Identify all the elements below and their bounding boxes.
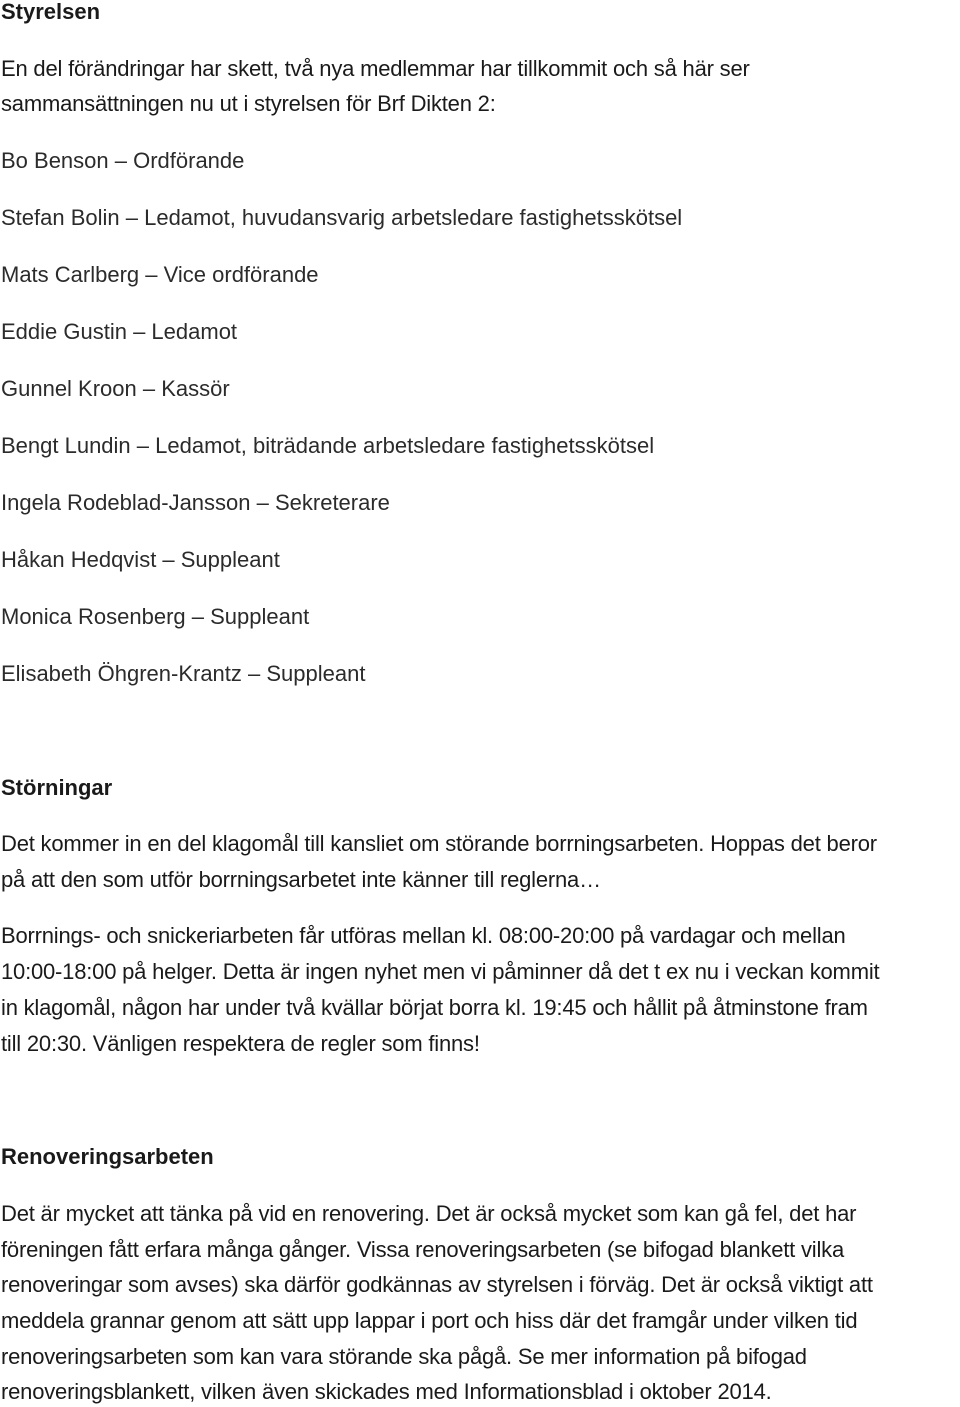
member-line: Monica Rosenberg – Suppleant [1, 604, 310, 629]
member-line: Bo Benson – Ordförande [1, 148, 245, 173]
member-line: Håkan Hedqvist – Suppleant [1, 547, 280, 572]
member-line: Bengt Lundin – Ledamot, biträdande arbetsledare fastighetsskötsel [1, 433, 655, 458]
section-heading-storningar: Störningar [1, 775, 113, 800]
storningar-line-1: Det kommer in en del klagomål till kansliet om störande borrningsarbeten. Hoppas det beror [1, 831, 877, 856]
storningar-line-4: 10:00-18:00 på helger. Detta är ingen nyhet men vi påminner då det t ex nu i veckan kommit [1, 959, 880, 984]
section-heading-renovering: Renoveringsarbeten [1, 1144, 214, 1169]
renovering-line-3: renoveringar som avses) ska därför godkännas av styrelsen i förväg. Det är också viktigt att [1, 1272, 873, 1297]
section-heading-styrelsen: Styrelsen [1, 0, 101, 24]
member-line: Mats Carlberg – Vice ordförande [1, 262, 319, 287]
intro-line-1: En del förändringar har skett, två nya medlemmar har tillkommit och så här ser [1, 56, 750, 81]
member-line: Elisabeth Öhgren-Krantz – Suppleant [1, 661, 366, 686]
renovering-line-1: Det är mycket att tänka på vid en renovering. Det är också mycket som kan gå fel, det har [1, 1201, 857, 1226]
storningar-line-3: Borrnings- och snickeriarbeten får utföras mellan kl. 08:00-20:00 på vardagar och mellan [1, 923, 846, 948]
renovering-line-4: meddela grannar genom att sätt upp lappar i port och hiss där det framgår under vilken tid [1, 1308, 858, 1333]
storningar-line-5: in klagomål, någon har under två kvällar börjat borra kl. 19:45 och hållit på åtminstone fram [1, 995, 868, 1020]
renovering-line-5: renoveringsarbeten som kan vara störande ska pågå. Se mer information på bifogad [1, 1344, 807, 1369]
renovering-line-6: renoveringsblankett, vilken även skickades med Informationsblad i oktober 2014. [1, 1379, 772, 1404]
renovering-line-2: föreningen fått erfara många gånger. Vissa renoveringsarbeten (se bifogad blankett vilka [1, 1237, 844, 1262]
storningar-line-6: till 20:30. Vänligen respektera de regler som finns! [1, 1031, 480, 1056]
intro-line-2: sammansättningen nu ut i styrelsen för Brf Dikten 2: [1, 91, 496, 116]
member-line: Ingela Rodeblad-Jansson – Sekreterare [1, 490, 390, 515]
member-line: Stefan Bolin – Ledamot, huvudansvarig arbetsledare fastighetsskötsel [1, 205, 683, 230]
member-line: Eddie Gustin – Ledamot [1, 319, 238, 344]
member-line: Gunnel Kroon – Kassör [1, 376, 230, 401]
storningar-line-2: på att den som utför borrningsarbetet inte känner till reglerna… [1, 867, 601, 892]
